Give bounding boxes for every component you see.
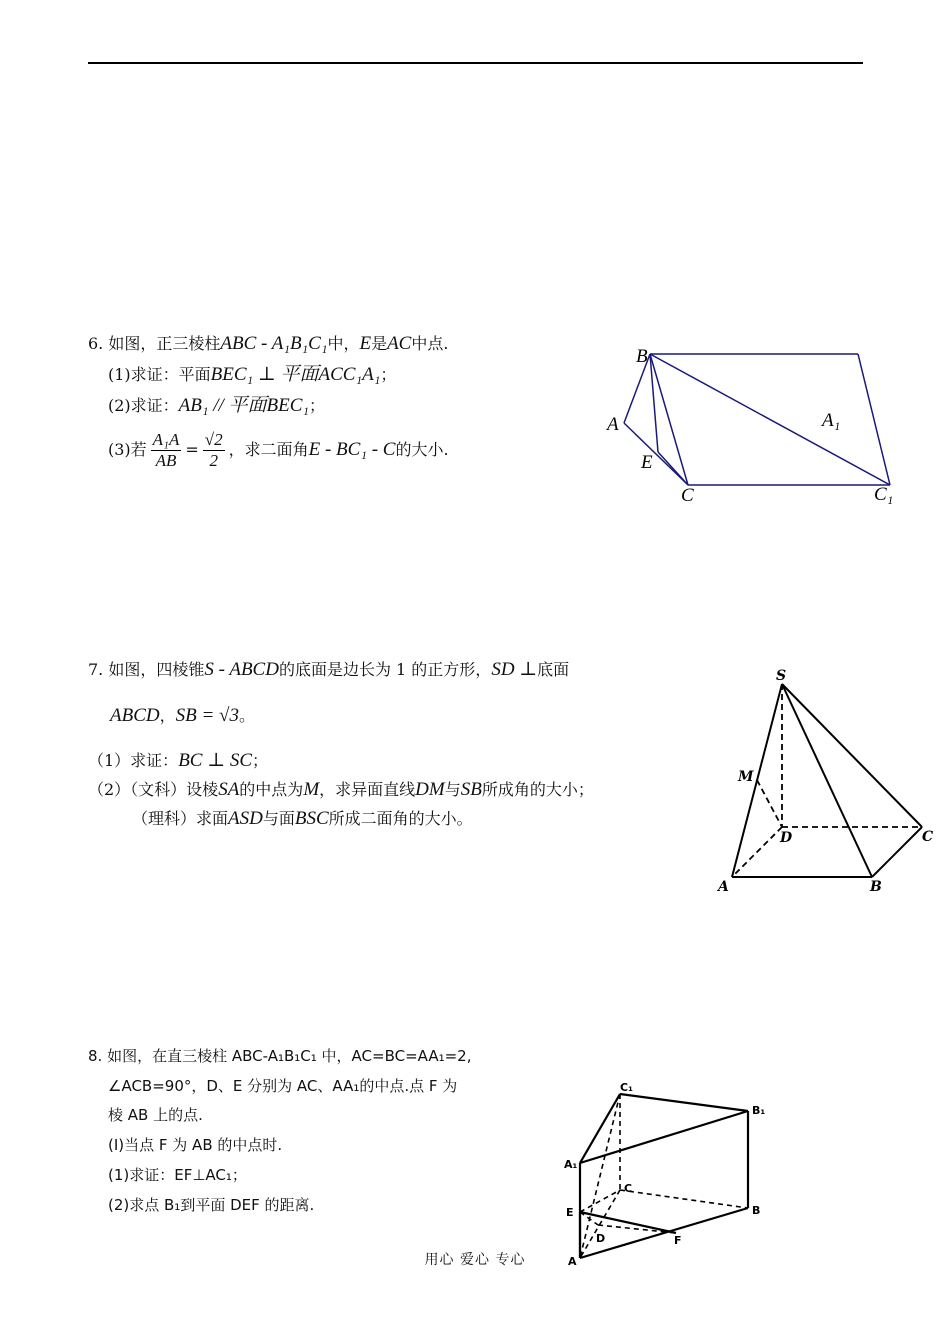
p6-question-3: (3)若 $\frac{\text{A₁A}}{AB}$ = $\frac{√2}{2}$ ，求二面角E - BC₁ - C的大小. — [108, 430, 449, 470]
fraction-sqrt2-2: $\frac{√2}{2}$ — [204, 430, 223, 470]
label-A1: A₁ — [564, 1158, 578, 1171]
label-C: C — [681, 485, 694, 506]
header-rule — [88, 62, 863, 64]
label-F: F — [674, 1234, 682, 1247]
p6-question-2: (2)求证：AB₁ // 平面BEC₁； — [108, 395, 326, 416]
pyramid-figure-7 — [710, 664, 942, 896]
label-A: A — [718, 879, 729, 895]
label-C: C — [624, 1182, 633, 1195]
p7-question-1: （1）求证：BC ⊥ SC； — [88, 750, 269, 771]
p7-question-2: （2）（文科）设棱SA的中点为M，求异面直线DM与SB所成角的大小； — [88, 779, 594, 800]
label-B: B — [870, 879, 882, 895]
label-S: S — [776, 668, 787, 684]
prism-figure-8 — [560, 1080, 780, 1272]
prism-figure-6 — [600, 338, 910, 513]
p8-line3: 棱 AB 上的点. — [108, 1106, 203, 1124]
label-B1: B₁ — [752, 1104, 766, 1117]
label-B: B — [752, 1204, 761, 1217]
label-A: A — [568, 1255, 577, 1268]
page-footer: 用心 爱心 专心 — [424, 1252, 526, 1268]
p7-question-3: （理科）求面ASD与面BSC所成二面角的大小。 — [132, 808, 473, 829]
label-A: A — [607, 414, 619, 435]
label-E: E — [566, 1206, 574, 1219]
label-E: E — [641, 452, 653, 473]
label-D: D — [596, 1232, 606, 1245]
label-A1: A₁ — [822, 410, 841, 431]
label-C1: C₁ — [620, 1081, 633, 1094]
p8-line5: (1)求证：EF⊥AC₁； — [108, 1166, 247, 1184]
label-C: C — [922, 829, 934, 845]
label-M: M — [738, 769, 754, 785]
p8-line4: (Ⅰ)当点 F 为 AB 的中点时. — [108, 1136, 283, 1154]
p6-question-1: (1)求证：平面BEC₁ ⊥ 平面ACC₁A₁； — [108, 364, 397, 385]
p8-line2: ∠ACB=90°，D、E 分别为 AC、AA₁的中点.点 F 为 — [108, 1077, 458, 1095]
p7-line1: 7. 如图，四棱锥S - ABCD的底面是边长为 1 的正方形，SD ⊥底面 — [88, 659, 570, 680]
p6-line1: 6. 如图，正三棱柱ABC - A₁B₁C₁中，E是AC中点. — [88, 333, 449, 354]
label-B: B — [636, 346, 648, 367]
p7-line2: ABCD，SB = √3。 — [110, 705, 255, 726]
p8-line6: (2)求点 B₁到平面 DEF 的距离. — [108, 1196, 315, 1214]
fraction-a1a-ab: $\frac{\text{A₁A}}{AB}$ — [152, 430, 180, 470]
p8-line1: 8. 如图，在直三棱柱 ABC-A₁B₁C₁ 中，AC=BC=AA₁=2, — [88, 1047, 472, 1065]
label-C1: C₁ — [874, 484, 894, 505]
label-D: D — [780, 830, 793, 846]
